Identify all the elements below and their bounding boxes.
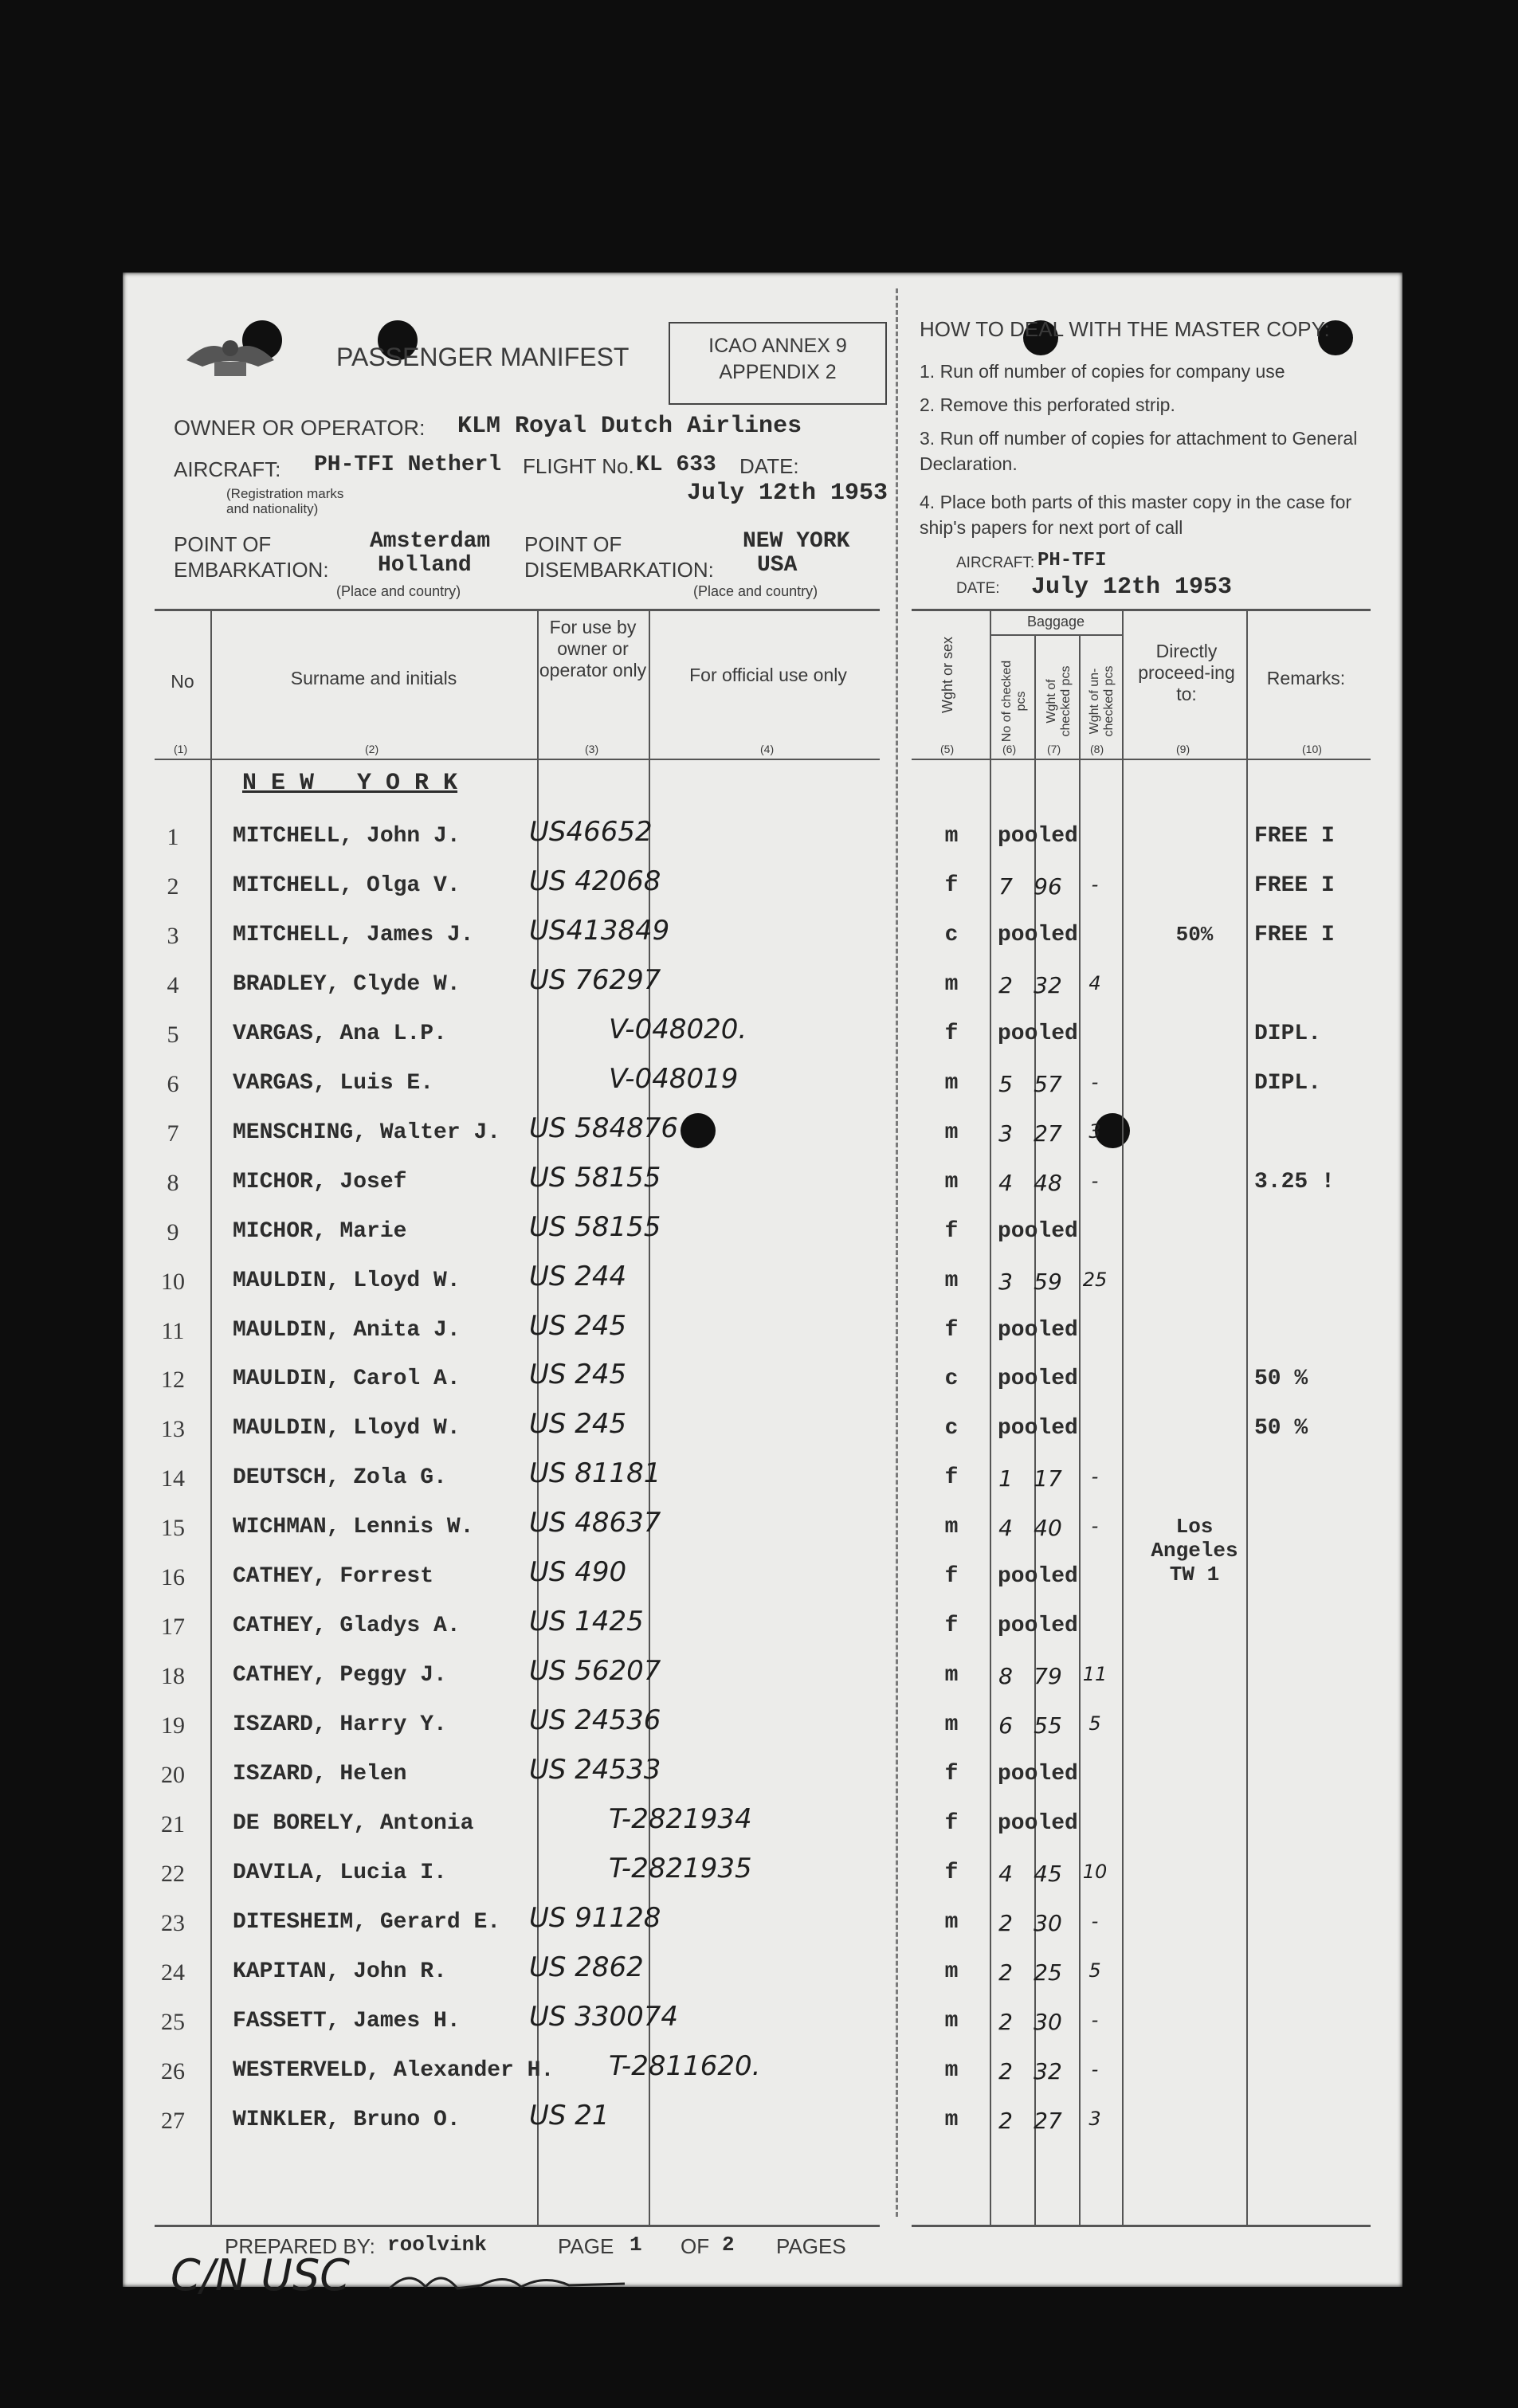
- passenger-sex: f: [944, 1614, 959, 1639]
- passenger-sex: f: [944, 1465, 959, 1491]
- table-row: [123, 1606, 1402, 1663]
- unchecked-weight: -: [1091, 1070, 1099, 1093]
- checked-pieces: 4: [998, 1169, 1013, 1196]
- baggage-pooled: pooled: [998, 1416, 1078, 1441]
- col-index: (9): [1176, 743, 1190, 755]
- table-top-line-right: [912, 609, 1371, 611]
- col-index: (7): [1047, 743, 1061, 755]
- passenger-sex: m: [944, 1169, 959, 1194]
- page-number: 1: [630, 2233, 642, 2257]
- document-number: US 2862: [529, 1951, 644, 1983]
- checked-weight: 45: [1034, 1860, 1062, 1887]
- table-header-line: [155, 759, 880, 760]
- passenger-sex: m: [944, 824, 959, 849]
- checked-weight: 30: [1034, 2008, 1062, 2035]
- document-number: T-2811620.: [609, 2049, 761, 2082]
- remarks: 50 %: [1254, 1416, 1308, 1441]
- owner-value: KLM Royal Dutch Airlines: [457, 413, 802, 440]
- remarks: DIPL.: [1254, 1070, 1322, 1096]
- row-number: 12: [161, 1367, 185, 1394]
- checked-pieces: 2: [998, 2107, 1013, 2134]
- checked-pieces: 1: [998, 1465, 1013, 1492]
- passenger-name: ISZARD, Harry Y.: [233, 1712, 447, 1738]
- passenger-sex: m: [944, 1712, 959, 1738]
- strip-aircraft-label: AIRCRAFT:: [956, 555, 1035, 571]
- remarks: FREE I: [1254, 824, 1335, 849]
- of-label: OF: [681, 2234, 710, 2258]
- document-number: US 245: [529, 1359, 627, 1391]
- row-number: 6: [167, 1070, 179, 1097]
- passenger-name: DE BORELY, Antonia: [233, 1811, 474, 1836]
- col-header-remarks: Remarks:: [1266, 668, 1346, 688]
- table-row: [123, 1655, 1402, 1712]
- embarkation-place-note: (Place and country): [336, 583, 461, 599]
- embarkation-label: POINT OF EMBARKATION:: [174, 532, 329, 582]
- row-number: 23: [161, 1909, 185, 1936]
- row-number: 22: [161, 1860, 185, 1887]
- checked-weight: 48: [1034, 1169, 1062, 1196]
- passenger-sex: f: [944, 1218, 959, 1244]
- checked-pieces: 7: [998, 873, 1013, 900]
- passenger-sex: f: [944, 1811, 959, 1836]
- document-number: US 1425: [529, 1606, 644, 1638]
- directly-proceeding: Los Angeles TW 1: [1151, 1515, 1238, 1587]
- unchecked-weight: -: [1091, 1909, 1099, 1932]
- col-header-wght-unchecked: Wght of un-checked pcs: [1088, 665, 1116, 737]
- passenger-sex: c: [944, 1367, 959, 1392]
- disembarkation-label: POINT OF DISEMBARKATION:: [524, 532, 714, 582]
- flight-value: KL 633: [636, 453, 716, 477]
- baggage-pooled: pooled: [998, 1564, 1078, 1590]
- col-header-no-checked: No of checked pcs: [1000, 660, 1028, 743]
- table-row: [123, 1359, 1402, 1416]
- checked-pieces: 4: [998, 1860, 1013, 1887]
- passenger-name: DAVILA, Lucia I.: [233, 1860, 447, 1885]
- passenger-sex: m: [944, 971, 959, 997]
- table-row: [123, 1260, 1402, 1318]
- baggage-pooled: pooled: [998, 1811, 1078, 1836]
- table-row: [123, 1112, 1402, 1170]
- prepared-by-value: roolvink: [387, 2233, 487, 2257]
- manifest-page: [123, 273, 1402, 2300]
- col-index: (2): [365, 743, 379, 755]
- passenger-sex: f: [944, 873, 959, 898]
- row-number: 13: [161, 1416, 185, 1443]
- remarks: DIPL.: [1254, 1021, 1322, 1046]
- row-number: 4: [167, 971, 179, 998]
- document-number: US 330074: [529, 2000, 679, 2033]
- col-header-no: No: [171, 671, 194, 692]
- row-number: 24: [161, 1959, 185, 1986]
- row-number: 3: [167, 922, 179, 949]
- section-heading: N E W Y O R K: [242, 770, 458, 797]
- document-number: US 245: [529, 1309, 627, 1342]
- row-number: 21: [161, 1811, 185, 1837]
- table-row: [123, 1852, 1402, 1910]
- unchecked-weight: -: [1091, 2008, 1099, 2031]
- checked-pieces: 2: [998, 1909, 1013, 1936]
- manifest-title: PASSENGER MANIFEST: [336, 343, 630, 371]
- document-number: T-2821935: [609, 1852, 752, 1884]
- passenger-sex: c: [944, 922, 959, 947]
- disembarkation-city: NEW YORK: [743, 529, 850, 554]
- table-row: [123, 1803, 1402, 1861]
- instruction-2: 2. Remove this perforated strip.: [920, 394, 1175, 415]
- row-number: 14: [161, 1465, 185, 1492]
- checked-pieces: 3: [998, 1120, 1013, 1147]
- row-number: 19: [161, 1712, 185, 1739]
- passenger-sex: f: [944, 1762, 959, 1787]
- checked-pieces: 2: [998, 971, 1013, 998]
- passenger-name: CATHEY, Gladys A.: [233, 1614, 461, 1639]
- table-row: [123, 1408, 1402, 1465]
- col-index: (4): [760, 743, 775, 755]
- table-row: [123, 816, 1402, 873]
- passenger-sex: m: [944, 1663, 959, 1688]
- col-index: (1): [174, 743, 188, 755]
- checked-pieces: 6: [998, 1712, 1013, 1739]
- passenger-sex: f: [944, 1021, 959, 1046]
- passenger-sex: m: [944, 1070, 959, 1096]
- checked-weight: 96: [1034, 873, 1062, 900]
- document-number: US 245: [529, 1408, 627, 1441]
- col-header-sex: Wght or sex: [939, 636, 955, 714]
- baggage-pooled: pooled: [998, 922, 1078, 947]
- unchecked-weight: -: [1091, 2057, 1099, 2081]
- date-value: July 12th 1953: [687, 480, 888, 507]
- passenger-sex: m: [944, 1120, 959, 1145]
- unchecked-weight: -: [1091, 1515, 1099, 1538]
- handwritten-note: C/N USC: [171, 2250, 350, 2300]
- passenger-name: VARGAS, Luis E.: [233, 1070, 434, 1096]
- checked-weight: 25: [1034, 1959, 1062, 1986]
- passenger-name: ISZARD, Helen: [233, 1762, 407, 1787]
- document-number: US 244: [529, 1260, 627, 1292]
- checked-weight: 55: [1034, 1712, 1062, 1739]
- passenger-name: MAULDIN, Carol A.: [233, 1367, 461, 1392]
- row-number: 16: [161, 1564, 185, 1591]
- passenger-sex: m: [944, 2107, 959, 2132]
- table-row: [123, 865, 1402, 923]
- date-label: DATE:: [739, 454, 799, 478]
- baggage-pooled: pooled: [998, 1317, 1078, 1343]
- passenger-sex: m: [944, 1959, 959, 1984]
- row-number: 2: [167, 873, 179, 900]
- passenger-sex: m: [944, 1515, 959, 1540]
- prepared-by-label: PREPARED BY:: [225, 2234, 375, 2258]
- checked-weight: 17: [1034, 1465, 1062, 1492]
- col-header-official-use: For official use only: [689, 665, 847, 685]
- klm-crown-logo-icon: [178, 328, 282, 384]
- checked-pieces: 2: [998, 1959, 1013, 1986]
- document-number: V-048020.: [609, 1013, 747, 1045]
- table-row: [123, 1704, 1402, 1762]
- checked-weight: 27: [1034, 2107, 1062, 2134]
- col-index: (3): [585, 743, 599, 755]
- document-number: US 76297: [529, 963, 661, 996]
- table-row: [123, 1901, 1402, 1959]
- checked-pieces: 3: [998, 1268, 1013, 1295]
- passenger-name: CATHEY, Forrest: [233, 1564, 434, 1590]
- instruction-3: 3. Run off number of copies for attachment to General Declaration.: [920, 428, 1358, 474]
- checked-weight: 30: [1034, 1909, 1062, 1936]
- checked-weight: 79: [1034, 1663, 1062, 1690]
- document-number: US 584876: [529, 1112, 679, 1144]
- passenger-sex: f: [944, 1860, 959, 1885]
- table-row: [123, 963, 1402, 1022]
- baggage-sub-line: [990, 634, 1122, 636]
- document-number: US 42068: [529, 865, 661, 897]
- passenger-name: WINKLER, Bruno O.: [233, 2107, 461, 2132]
- col-header-wght-checked: Wght of checked pcs: [1045, 665, 1073, 737]
- passenger-sex: m: [944, 1268, 959, 1293]
- unchecked-weight: -: [1091, 1465, 1099, 1488]
- disembarkation-country: USA: [757, 553, 798, 578]
- document-number: US 56207: [529, 1655, 661, 1688]
- handwritten-signature: [386, 2265, 641, 2296]
- passenger-sex: m: [944, 2008, 959, 2033]
- table-row: [123, 1457, 1402, 1515]
- document-number: US 490: [529, 1556, 627, 1589]
- baggage-pooled: pooled: [998, 1218, 1078, 1244]
- unchecked-weight: 11: [1082, 1663, 1108, 1686]
- table-row: [123, 1556, 1402, 1614]
- document-number: US 21: [529, 2099, 610, 2132]
- unchecked-weight: 25: [1082, 1268, 1108, 1291]
- passenger-name: BRADLEY, Clyde W.: [233, 971, 461, 997]
- unchecked-weight: 5: [1088, 1712, 1101, 1735]
- passenger-name: DEUTSCH, Zola G.: [233, 1465, 447, 1491]
- table-top-line: [155, 609, 880, 611]
- document-number: US413849: [529, 914, 670, 947]
- passenger-sex: m: [944, 2057, 959, 2083]
- owner-label: OWNER OR OPERATOR:: [174, 416, 426, 440]
- passenger-name: WICHMAN, Lennis W.: [233, 1515, 474, 1540]
- checked-pieces: 2: [998, 2057, 1013, 2084]
- table-row: [123, 1161, 1402, 1219]
- row-number: 26: [161, 2057, 185, 2084]
- col-header-directly: Directly proceed-ing to:: [1138, 641, 1235, 704]
- col-index: (8): [1090, 743, 1104, 755]
- row-number: 15: [161, 1515, 185, 1542]
- document-number: US 24536: [529, 1704, 661, 1737]
- table-row: [123, 1754, 1402, 1811]
- checked-weight: 27: [1034, 1120, 1062, 1147]
- registration-note: (Registration marks and nationality): [226, 486, 344, 516]
- strip-date-value: July 12th 1953: [1031, 574, 1233, 601]
- row-number: 11: [161, 1317, 185, 1344]
- col-index: (5): [940, 743, 955, 755]
- document-number: US46652: [529, 816, 653, 848]
- flight-label: FLIGHT No.: [523, 454, 634, 478]
- unchecked-weight: 4: [1088, 971, 1101, 994]
- passenger-name: CATHEY, Peggy J.: [233, 1663, 447, 1688]
- table-bottom-line-right: [912, 2225, 1371, 2227]
- checked-pieces: 4: [998, 1515, 1013, 1542]
- remarks: FREE I: [1254, 922, 1335, 947]
- strip-date-label: DATE:: [956, 580, 1000, 597]
- aircraft-value: PH-TFI Netherl: [314, 453, 502, 477]
- remarks: 3.25 !: [1254, 1169, 1335, 1194]
- disembarkation-place-note: (Place and country): [693, 583, 818, 599]
- annex-line-1: ICAO ANNEX 9: [708, 335, 847, 357]
- baggage-pooled: pooled: [998, 1762, 1078, 1787]
- document-number: US 91128: [529, 1901, 661, 1934]
- col-index: (10): [1302, 743, 1322, 755]
- table-header-line-right: [912, 759, 1371, 760]
- row-number: 18: [161, 1663, 185, 1690]
- passenger-name: MAULDIN, Lloyd W.: [233, 1268, 461, 1293]
- checked-weight: 40: [1034, 1515, 1062, 1542]
- checked-pieces: 5: [998, 1070, 1013, 1097]
- passenger-name: MITCHELL, Olga V.: [233, 873, 461, 898]
- passenger-sex: c: [944, 1416, 959, 1441]
- baggage-pooled: pooled: [998, 1614, 1078, 1639]
- col-index: (6): [1002, 743, 1017, 755]
- instructions-title: HOW TO DEAL WITH THE MASTER COPY:: [920, 317, 1330, 341]
- checked-weight: 57: [1034, 1070, 1062, 1097]
- passenger-name: MICHOR, Josef: [233, 1169, 407, 1194]
- passenger-name: MICHOR, Marie: [233, 1218, 407, 1244]
- table-row: [123, 1210, 1402, 1269]
- row-number: 9: [167, 1218, 179, 1245]
- passenger-name: WESTERVELD, Alexander H.: [233, 2057, 555, 2083]
- table-row: [123, 914, 1402, 972]
- checked-weight: 59: [1034, 1268, 1062, 1295]
- checked-pieces: 2: [998, 2008, 1013, 2035]
- table-row: [123, 1062, 1402, 1120]
- embarkation-country: Holland: [378, 553, 472, 578]
- baggage-pooled: pooled: [998, 1367, 1078, 1392]
- table-row: [123, 1309, 1402, 1367]
- passenger-sex: m: [944, 1909, 959, 1935]
- table-row: [123, 1013, 1402, 1071]
- unchecked-weight: 5: [1088, 1959, 1101, 1982]
- document-number: US 58155: [529, 1210, 661, 1243]
- instruction-4: 4. Place both parts of this master copy in the case for ship's papers for next port of call: [920, 492, 1352, 538]
- instruction-1: 1. Run off number of copies for company use: [920, 361, 1285, 382]
- page-total: 2: [722, 2233, 735, 2257]
- aircraft-label: AIRCRAFT:: [174, 457, 281, 481]
- pages-label: PAGES: [776, 2234, 846, 2258]
- directly-proceeding: 50%: [1175, 922, 1214, 947]
- embarkation-city: Amsterdam: [370, 529, 491, 554]
- col-header-owner-use: For use by owner or operator only: [539, 617, 647, 680]
- passenger-name: FASSETT, James H.: [233, 2008, 461, 2033]
- table-row: [123, 2099, 1402, 2157]
- document-number: US 58155: [529, 1161, 661, 1194]
- page-label: PAGE: [558, 2234, 614, 2258]
- table-row: [123, 2049, 1402, 2108]
- row-number: 20: [161, 1762, 185, 1789]
- row-number: 5: [167, 1021, 179, 1048]
- remarks: 50 %: [1254, 1367, 1308, 1392]
- row-number: 17: [161, 1614, 185, 1641]
- unchecked-weight: 10: [1082, 1860, 1108, 1883]
- table-row: [123, 1951, 1402, 2009]
- passenger-name: MITCHELL, John J.: [233, 824, 461, 849]
- unchecked-weight: 3: [1088, 2107, 1101, 2130]
- row-number: 7: [167, 1120, 179, 1147]
- document-number: V-048019: [609, 1062, 739, 1095]
- passenger-sex: f: [944, 1564, 959, 1590]
- table-bottom-line: [155, 2225, 880, 2227]
- checked-pieces: 8: [998, 1663, 1013, 1690]
- checked-weight: 32: [1034, 2057, 1062, 2084]
- col-header-surname: Surname and initials: [290, 668, 457, 688]
- passenger-name: DITESHEIM, Gerard E.: [233, 1909, 501, 1935]
- unchecked-weight: 3: [1088, 1120, 1101, 1143]
- passenger-name: MITCHELL, James J.: [233, 922, 474, 947]
- document-number: T-2821934: [609, 1803, 752, 1835]
- col-header-baggage: Baggage: [1026, 614, 1085, 629]
- document-number: US 24533: [529, 1754, 661, 1786]
- passenger-name: MENSCHING, Walter J.: [233, 1120, 501, 1145]
- passenger-sex: f: [944, 1317, 959, 1343]
- annex-line-2: APPENDIX 2: [719, 361, 837, 383]
- row-number: 27: [161, 2107, 185, 2134]
- passenger-name: MAULDIN, Anita J.: [233, 1317, 461, 1343]
- table-row: [123, 2000, 1402, 2058]
- row-number: 1: [167, 824, 179, 850]
- icao-annex-box: [669, 322, 887, 405]
- passenger-name: MAULDIN, Lloyd W.: [233, 1416, 461, 1441]
- document-number: US 81181: [529, 1457, 661, 1490]
- checked-weight: 32: [1034, 971, 1062, 998]
- passenger-name: KAPITAN, John R.: [233, 1959, 447, 1984]
- unchecked-weight: -: [1091, 873, 1099, 896]
- baggage-pooled: pooled: [998, 824, 1078, 849]
- row-number: 25: [161, 2008, 185, 2035]
- unchecked-weight: -: [1091, 1169, 1099, 1192]
- baggage-pooled: pooled: [998, 1021, 1078, 1046]
- row-number: 10: [161, 1268, 185, 1295]
- remarks: FREE I: [1254, 873, 1335, 898]
- row-number: 8: [167, 1169, 179, 1196]
- document-number: US 48637: [529, 1507, 661, 1539]
- passenger-name: VARGAS, Ana L.P.: [233, 1021, 447, 1046]
- strip-aircraft-value: PH-TFI: [1037, 550, 1107, 571]
